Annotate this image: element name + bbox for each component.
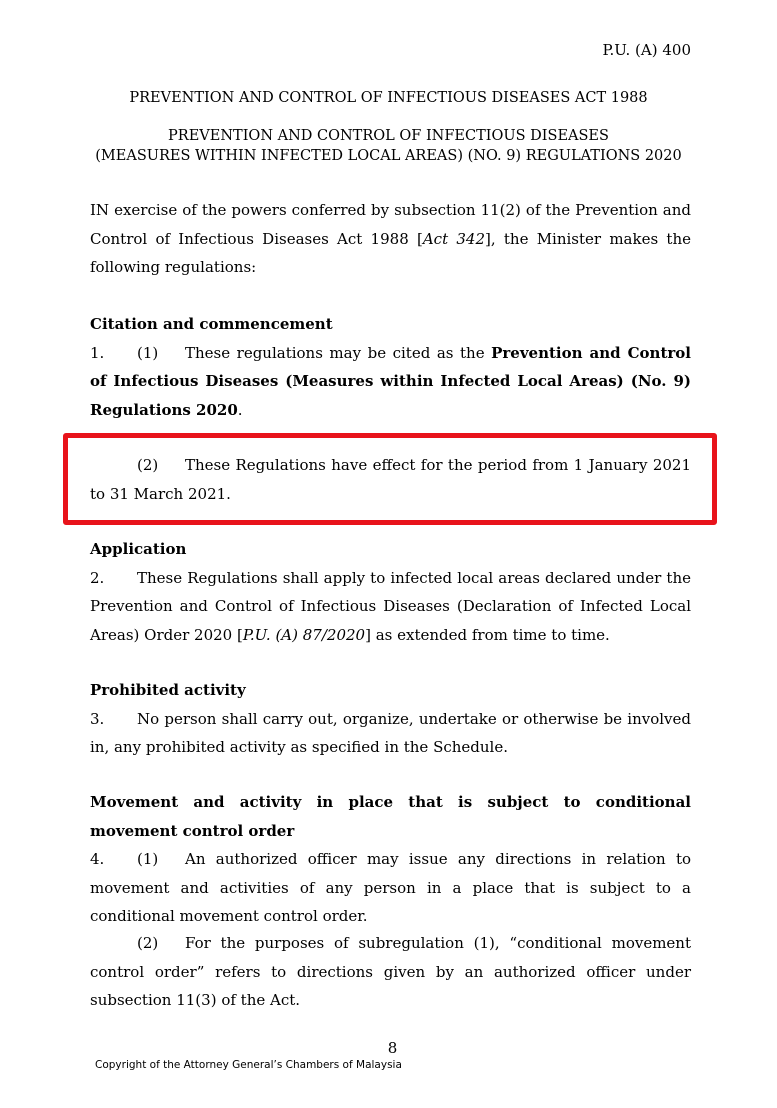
regulation-number: 3. <box>90 709 105 728</box>
copyright-notice: Copyright of the Attorney General’s Chambers of Malaysia <box>95 1059 402 1071</box>
regulation-text: These Regulations have effect for the period from 1 January 2021 to 31 March 2021. <box>90 456 691 503</box>
act-reference: Act 342 <box>422 229 485 248</box>
act-title: PREVENTION AND CONTROL OF INFECTIOUS DISEASES ACT 1988 <box>129 90 648 106</box>
page-number: 8 <box>387 1039 398 1057</box>
section-movement-activity <box>90 788 691 931</box>
regulation-text: No person shall carry out, organize, undertake or otherwise be involved in, any prohibited activity as specified in the Schedule. <box>90 709 691 756</box>
page-reference: P.U. (A) 400 <box>602 41 691 59</box>
regulation-citation-title: Prevention and Control of Infectious Diseases (Measures within Infected Local Areas) (No. 9) Regulations 2020 <box>90 343 691 419</box>
section-heading: Citation and commencement <box>90 315 333 333</box>
regulation-text: An authorized officer may issue any directions in relation to movement and activities of any person in a place that is subject to a conditional movement control order. <box>90 850 691 925</box>
regulation-text: These Regulations shall apply to infected local areas declared under the Prevention and Control of Infectious Diseases (Declaration of Infected Local Areas) Order 2020 [ <box>90 568 691 644</box>
subregulation-number: (2) <box>137 934 159 952</box>
preamble-text-after: ], the Minister makes the following regulations: <box>90 229 691 276</box>
subregulation-number: (1) <box>137 343 159 362</box>
regulations-title <box>0 126 777 166</box>
section-heading: Movement and activity in place that is subject to conditional movement control order <box>90 793 691 840</box>
section-application <box>90 535 691 649</box>
regulation-4-1 <box>90 845 691 931</box>
preamble-text-before: IN exercise of the powers conferred by subsection 11(2) of the Prevention and Control of Infectious Diseases Act 1988 [ <box>90 201 691 248</box>
regulation-4-2 <box>90 929 691 1015</box>
regulation-1-1 <box>90 339 691 425</box>
regulation-number: 4. <box>90 850 105 868</box>
regulation-2 <box>90 564 691 650</box>
section-prohibited-activity <box>90 676 691 762</box>
section-heading: Application <box>90 540 187 558</box>
regulation-4-2-block <box>90 929 691 1015</box>
preamble-paragraph <box>90 196 691 282</box>
section-citation <box>90 310 691 424</box>
highlight-box <box>63 433 717 525</box>
regulation-number: 2. <box>90 568 105 587</box>
regulation-text-end: ] as extended from time to time. <box>365 625 610 644</box>
subregulation-number: (1) <box>137 850 159 868</box>
regulation-3 <box>90 705 691 762</box>
section-heading: Prohibited activity <box>90 681 246 699</box>
regulation-text: For the purposes of subregulation (1), “conditional movement control order” refers to directions given by an authorized officer under subsection 11(3) of the Act. <box>90 934 691 1009</box>
preamble <box>90 196 691 282</box>
regulations-title-line-1: PREVENTION AND CONTROL OF INFECTIOUS DISEASES <box>168 128 609 144</box>
regulations-title-line-2: (MEASURES WITHIN INFECTED LOCAL AREAS) (NO. 9) REGULATIONS 2020 <box>95 148 682 164</box>
regulation-text-end: . <box>237 400 243 419</box>
regulation-text: These regulations may be cited as the <box>185 343 492 362</box>
order-reference: P.U. (A) 87/2020 <box>242 625 366 644</box>
subregulation-number: (2) <box>137 456 159 474</box>
regulation-number: 1. <box>90 343 105 362</box>
